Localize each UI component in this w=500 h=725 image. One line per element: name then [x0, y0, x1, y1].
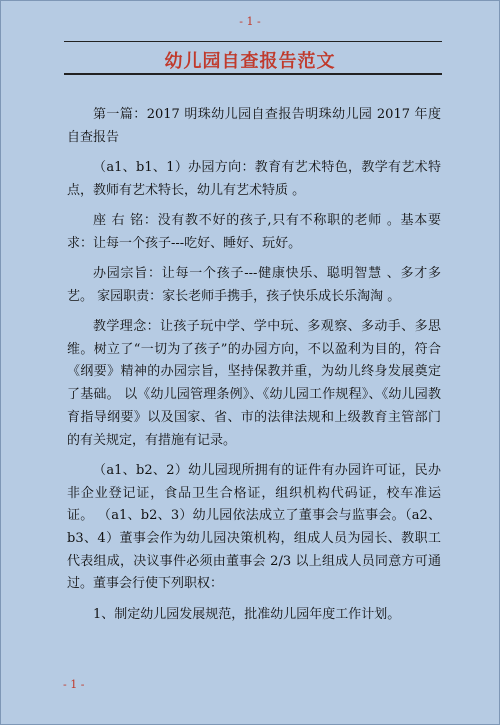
document-title: 幼儿园自查报告范文 — [164, 51, 336, 72]
paragraph: 教学理念：让孩子玩中学、学中玩、多观察、多动手、多思维。树立了“一切为了孩子”的办园方向，不以盈利为目的，符合《纲要》精神的办园宗旨，坚持保教并重，为幼儿终身发展奠定了基础。 以《幼儿园管理条例》、《幼儿园工作规程》、《幼儿园教育指导纲要》以及国家、省、市的法律法规和上级教育主管部门的有关规定，有措施有记录。 — [67, 319, 441, 448]
title-divider — [64, 73, 442, 75]
paragraph: 办园宗旨：让每一个孩子---健康快乐、聪明智慧 、多才多艺。 家园职责：家长老师手携手，孩子快乐成长乐淘淘 。 — [67, 266, 441, 304]
header-divider — [64, 41, 442, 42]
header-page-number: - 1 - — [239, 15, 261, 28]
document-body — [67, 104, 441, 634]
footer-page-number: - 1 - — [63, 678, 85, 691]
paragraph: （a1、b2、2）幼儿园现所拥有的证件有办园许可证，民办非企业登记证，食品卫生合格证，组织机构代码证，校车准运证。 （a1、b2、3）幼儿园依法成立了董事会与监事会。（a2、b3、4）董事会作为幼儿园决策机构，组成人员为园长、教职工代表组成，决议事件必须由董事会 2/3 以上组成人员同意方可通过。董事会行使下列职权： — [67, 462, 441, 592]
paragraph: （a1、b1、1）办园方向：教育有艺术特色，教学有艺术特点，教师有艺术特长，幼儿有艺术特质 。 — [67, 160, 441, 198]
paragraph: 1、制定幼儿园发展规范，批准幼儿园年度工作计划。 — [93, 606, 401, 622]
paragraph: 座 右 铭：没有教不好的孩子,只有不称职的老师 。基本要求：让每一个孩子---吃好、睡好、玩好。 — [67, 213, 441, 251]
paragraph: 第一篇：2017 明珠幼儿园自查报告明珠幼儿园 2017 年度自查报告 — [67, 107, 441, 145]
